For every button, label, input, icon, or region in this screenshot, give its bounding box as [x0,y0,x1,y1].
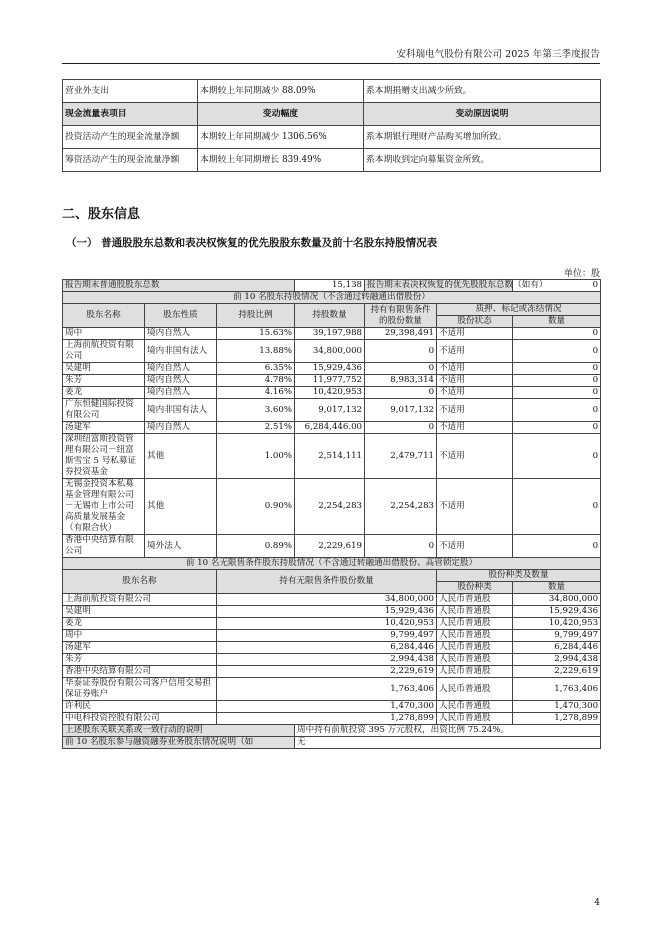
pledge-qty: 0 [513,328,601,340]
table-row [63,387,601,399]
pledge-qty: 0 [513,422,601,434]
unrestricted-qty: 2,994,438 [217,654,437,666]
pledge-qty: 0 [513,375,601,387]
restricted-qty: 2,479,711 [365,434,437,479]
section-title: 二、股东信息 [62,207,141,222]
item-cell: 营业外支出 [63,80,198,103]
holder-name: 广东恒健国际投资有限公司 [63,399,145,422]
table-row [63,594,601,606]
share-type-qty: 10,420,953 [513,618,601,630]
table-header-row [63,103,601,126]
holder-nature: 其他 [145,479,217,535]
share-type: 人民币普通股 [437,606,513,618]
holding-ratio: 4.16% [217,387,295,399]
unrestricted-qty: 34,800,000 [217,594,437,606]
holder-name: 周中 [63,630,217,642]
column-header: 变动原因说明 [364,103,601,126]
holder-name: 姜龙 [63,618,217,630]
margin-trading-value: 无 [295,737,601,749]
share-type-qty: 6,284,446 [513,642,601,654]
restricted-qty: 0 [365,363,437,375]
table-row [63,618,601,630]
table-row [63,479,601,535]
table-row [63,340,601,363]
table-row [63,535,601,558]
share-type-qty: 1,278,899 [513,713,601,725]
holder-name: 深圳纽富斯投资管理有限公司－纽富斯雪宝 5 号私募证券投资基金 [63,434,145,479]
column-header: 股东名称 [63,304,145,328]
holder-name: 吴建明 [63,606,217,618]
pledge-qty: 0 [513,387,601,399]
top10-title: 前 10 名股东持股情况（不含通过转融通出借股份） [63,292,601,304]
margin-trading-row [63,737,601,749]
report-header: 安科瑞电气股份有限公司 2025 年第三季度报告 [396,49,600,60]
holder-nature: 境内自然人 [145,375,217,387]
holding-ratio: 2.51% [217,422,295,434]
table-row [63,654,601,666]
share-type-qty: 1,763,406 [513,678,601,701]
pledge-status: 不适用 [437,328,513,340]
holder-nature: 其他 [145,434,217,479]
pledge-status: 不适用 [437,363,513,375]
pledge-qty: 0 [513,340,601,363]
pledge-status: 不适用 [437,535,513,558]
unit-label: 单位：股 [563,269,600,279]
holder-nature: 境内非国有法人 [145,399,217,422]
restricted-qty: 0 [365,422,437,434]
share-type: 人民币普通股 [437,666,513,678]
table-row [63,630,601,642]
table-row [63,678,601,701]
pledge-status: 不适用 [437,422,513,434]
table-row [63,126,601,149]
cashflow-change-table [62,79,601,172]
pledge-status: 不适用 [437,434,513,479]
header-divider [62,63,600,64]
share-type: 人民币普通股 [437,642,513,654]
column-header: 现金流量表项目 [63,103,198,126]
share-type-qty: 34,800,000 [513,594,601,606]
table-row [63,328,601,340]
total-holders-value: 15,138 [295,280,365,292]
unrestricted-qty: 1,470,300 [217,701,437,713]
share-type: 人民币普通股 [437,701,513,713]
holding-ratio: 4.78% [217,375,295,387]
share-type-qty: 2,229,619 [513,666,601,678]
table-row [63,375,601,387]
holder-name: 无锡金投资本私募基金管理有限公司－无锡市上市公司高质量发展基金（有限合伙） [63,479,145,535]
holder-nature: 境内自然人 [145,422,217,434]
page-number: 4 [594,898,600,908]
table-row [63,363,601,375]
holding-qty: 11,977,752 [295,375,365,387]
table-row [63,80,601,103]
share-type: 人民币普通股 [437,713,513,725]
unrestricted-qty: 9,799,497 [217,630,437,642]
change-cell: 本期较上年同期减少 1306.56% [198,126,364,149]
summary-row [63,280,601,292]
unrestricted-title-row [63,558,601,570]
holding-ratio: 0.89% [217,535,295,558]
related-party-value: 周中持有前航投资 395 万元股权，出资比例 75.24%。 [295,725,601,737]
unrestricted-qty: 2,229,619 [217,666,437,678]
holding-ratio: 6.35% [217,363,295,375]
column-header: 股份种类 [437,582,513,594]
column-header: 质押、标记或冻结情况 [437,304,601,316]
related-party-label: 上述股东关联关系或一致行动的说明 [63,725,295,737]
holding-qty: 34,800,000 [295,340,365,363]
holder-name: 香港中央结算有限公司 [63,666,217,678]
share-type: 人民币普通股 [437,678,513,701]
column-header: 变动幅度 [198,103,364,126]
share-type: 人民币普通股 [437,618,513,630]
holder-name: 朱芳 [63,654,217,666]
pledge-status: 不适用 [437,375,513,387]
holding-ratio: 1.00% [217,434,295,479]
holding-qty: 2,254,283 [295,479,365,535]
share-type-qty: 2,994,438 [513,654,601,666]
column-header: 股份状态 [437,316,513,328]
change-cell: 本期较上年同期减少 88.09% [198,80,364,103]
table-row [63,642,601,654]
holder-name: 华泰证券股份有限公司客户信用交易担保证券账户 [63,678,217,701]
holding-qty: 10,420,953 [295,387,365,399]
share-type-qty: 15,929,436 [513,606,601,618]
share-type: 人民币普通股 [437,654,513,666]
top10-title-row [63,292,601,304]
item-cell: 投资活动产生的现金流量净额 [63,126,198,149]
pledge-qty: 0 [513,363,601,375]
column-header: 数量 [513,316,601,328]
holder-nature: 境内自然人 [145,363,217,375]
unrestricted-qty: 1,278,899 [217,713,437,725]
change-cell: 本期较上年同期增长 839.49% [198,149,364,172]
restricted-qty: 0 [365,340,437,363]
share-type-qty: 1,470,300 [513,701,601,713]
holding-ratio: 13.88% [217,340,295,363]
holder-name: 朱芳 [63,375,145,387]
holder-name: 中电科投资控股有限公司 [63,713,217,725]
unrestricted-qty: 10,420,953 [217,618,437,630]
holder-name: 周中 [63,328,145,340]
holder-name: 姜龙 [63,387,145,399]
holding-qty: 6,284,446.00 [295,422,365,434]
reason-cell: 系本期银行理财产品购买增加所致。 [364,126,601,149]
subsection-title: （一） 普通股股东总数和表决权恢复的优先股股东数量及前十名股东持股情况表 [66,237,438,249]
column-header: 股东名称 [63,570,217,594]
table-row [63,606,601,618]
holder-name: 汤建军 [63,642,217,654]
table-row [63,713,601,725]
unrestricted-qty: 1,763,406 [217,678,437,701]
table-row [63,422,601,434]
table-row [63,701,601,713]
table-row [63,666,601,678]
pledge-status: 不适用 [437,399,513,422]
restricted-qty: 29,398,491 [365,328,437,340]
holder-nature: 境内自然人 [145,328,217,340]
unrestricted-qty: 6,284,446 [217,642,437,654]
holder-name: 上海前航投资有限公司 [63,594,217,606]
reason-cell: 系本期捐赠支出减少所致。 [364,80,601,103]
table-row [63,149,601,172]
column-header: 股份种类及数量 [437,570,601,582]
preferred-holders-label: 报告期末表决权恢复的优先股股东总数（如有） [365,280,513,292]
holding-qty: 2,229,619 [295,535,365,558]
pledge-status: 不适用 [437,387,513,399]
restricted-qty: 0 [365,535,437,558]
pledge-qty: 0 [513,399,601,422]
restricted-qty: 0 [365,387,437,399]
preferred-holders-value: 0 [513,280,601,292]
table-row [63,399,601,422]
unrestricted-header-row [63,570,601,582]
holder-nature: 境内非国有法人 [145,340,217,363]
reason-cell: 系本期收到定向募集资金所致。 [364,149,601,172]
column-header: 持股比例 [217,304,295,328]
margin-trading-label: 前 10 名股东参与融资融券业务股东情况说明（如 [63,737,295,749]
unrestricted-qty: 15,929,436 [217,606,437,618]
holder-nature: 境内自然人 [145,387,217,399]
shareholders-table [62,279,601,749]
pledge-status: 不适用 [437,479,513,535]
restricted-qty: 9,017,132 [365,399,437,422]
pledge-qty: 0 [513,479,601,535]
restricted-qty: 2,254,283 [365,479,437,535]
share-type: 人民币普通股 [437,630,513,642]
share-type: 人民币普通股 [437,594,513,606]
top10-header-row [63,304,601,316]
pledge-qty: 0 [513,535,601,558]
column-header: 持有无限售条件股份数量 [217,570,437,594]
restricted-qty: 8,983,314 [365,375,437,387]
pledge-qty: 0 [513,434,601,479]
holder-name: 香港中央结算有限公司 [63,535,145,558]
holder-nature: 境外法人 [145,535,217,558]
pledge-status: 不适用 [437,340,513,363]
holder-name: 许利民 [63,701,217,713]
column-header: 数量 [513,582,601,594]
holding-qty: 9,017,132 [295,399,365,422]
holder-name: 汤建军 [63,422,145,434]
holder-name: 吴建明 [63,363,145,375]
share-type-qty: 9,799,497 [513,630,601,642]
column-header: 持有有限售条件的股份数量 [365,304,437,328]
total-holders-label: 报告期末普通股股东总数 [63,280,295,292]
holding-ratio: 15.63% [217,328,295,340]
holding-qty: 2,514,111 [295,434,365,479]
holder-name: 上海前航投资有限公司 [63,340,145,363]
holding-ratio: 0.90% [217,479,295,535]
column-header: 持股数量 [295,304,365,328]
unrestricted-title: 前 10 名无限售条件股东持股情况（不含通过转融通出借股份、高管锁定股） [63,558,601,570]
related-party-row [63,725,601,737]
holding-ratio: 3.60% [217,399,295,422]
table-row [63,434,601,479]
column-header: 股东性质 [145,304,217,328]
holding-qty: 39,197,988 [295,328,365,340]
item-cell: 筹资活动产生的现金流量净额 [63,149,198,172]
holding-qty: 15,929,436 [295,363,365,375]
